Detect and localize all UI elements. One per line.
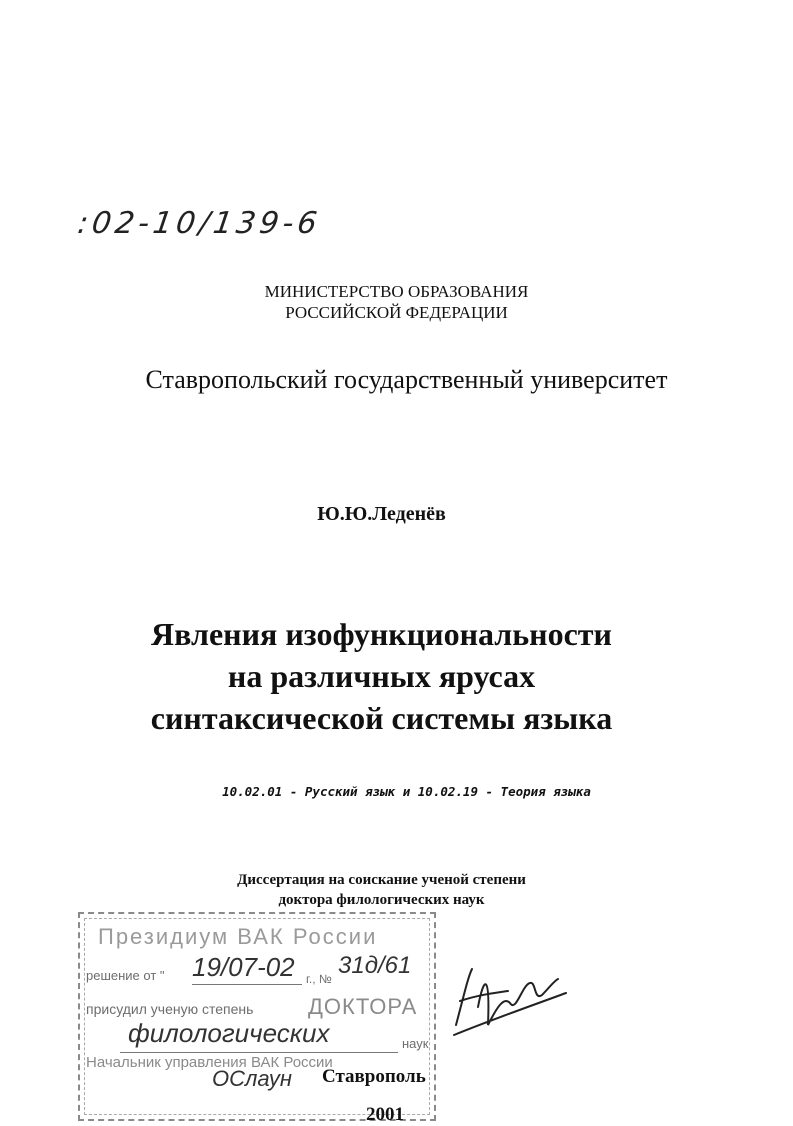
stamp-awarded-label: присудил ученую степень: [86, 1001, 254, 1017]
university-name: Ставропольский государственный университет: [145, 365, 668, 394]
archive-number: :02-10/139-6: [75, 206, 324, 241]
stamp-field: филологических: [128, 1018, 330, 1048]
stamp-head-signature: ОСлаун: [212, 1066, 293, 1091]
title-line-1: Явления изофункциональности: [151, 616, 612, 652]
ministry-line-2: РОССИЙСКОЙ ФЕДЕРАЦИИ: [285, 303, 508, 322]
title-line-2: на различных ярусах: [227, 658, 536, 694]
degree-line-1: Диссертация на соискание ученой степени: [237, 872, 526, 888]
stamp-head-label: Начальник управления ВАК России: [86, 1054, 333, 1071]
stamp-decision-date: 19/07-02: [192, 952, 295, 982]
degree-line-2: доктора филологических наук: [278, 892, 485, 908]
handwritten-signature: [438, 955, 578, 1045]
stamp-number: 31д/61: [338, 952, 412, 979]
stamp-sciences-label: наук: [402, 1036, 429, 1051]
ministry-heading: [0, 281, 793, 323]
city-name: Ставрополь: [322, 1066, 426, 1087]
stamp-degree: ДОКТОРА: [308, 994, 418, 1019]
field-underline: [120, 1052, 398, 1053]
ministry-line-1: МИНИСТЕРСТВО ОБРАЗОВАНИЯ: [264, 282, 529, 301]
date-underline: [192, 984, 302, 985]
vak-stamp: [78, 912, 436, 1121]
title-line-3: синтаксической системы языка: [150, 700, 613, 736]
degree-statement: [0, 870, 778, 910]
specialty-codes: 10.02.01 - Русский язык и 10.02.19 - Теория языка: [222, 784, 591, 799]
author-name: Ю.Ю.Леденёв: [317, 503, 446, 525]
stamp-number-label: г., №: [306, 972, 332, 986]
dissertation-title: [0, 613, 778, 739]
year: 2001: [366, 1104, 404, 1125]
stamp-decision-label: решение от ": [86, 968, 165, 983]
stamp-title: Президиум ВАК России: [98, 924, 378, 949]
